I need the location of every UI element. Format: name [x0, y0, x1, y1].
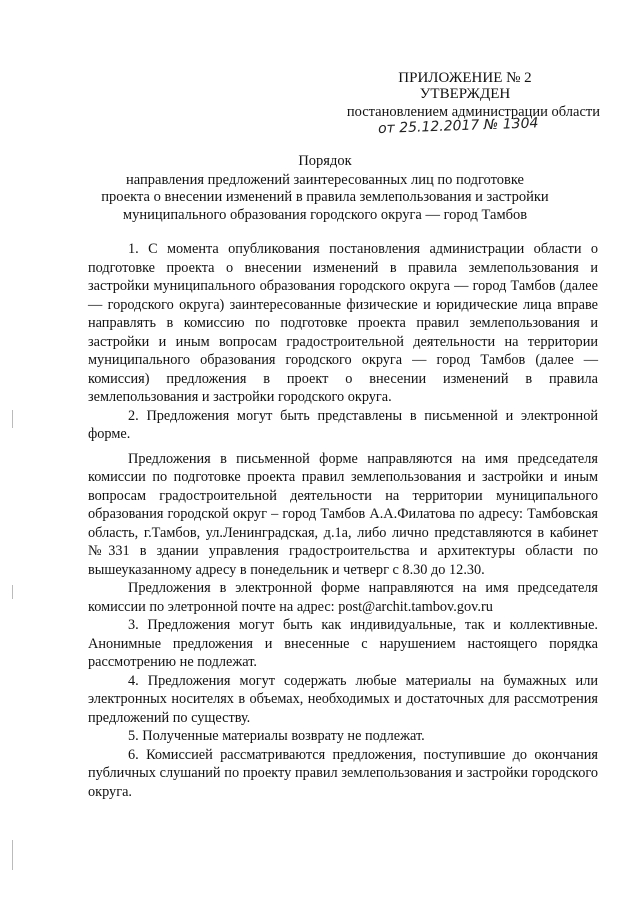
approved-label: УТВЕРЖДЕН	[419, 86, 511, 102]
document-body	[88, 240, 598, 801]
paragraph-7: 5. Полученные материалы возврату не подлежат.	[128, 728, 425, 744]
paragraph-2: 2. Предложения могут быть представлены в письменной и электронной форме.	[88, 407, 598, 442]
appendix-header	[330, 70, 600, 102]
scan-margin-mark	[12, 410, 13, 428]
title-line-1: Порядок	[298, 153, 352, 169]
paragraph-8: 6. Комиссией рассматриваются предложения, поступившие до окончания публичных слушаний по проекту правил землепользования и застройки городского округа.	[88, 746, 598, 800]
scan-margin-mark	[12, 840, 13, 870]
paragraph-4: Предложения в электронной форме направляются на имя председателя комиссии по элетронной почте на адрес: post@archit.tambov.gov.ru	[88, 580, 598, 615]
handwritten-date-number: от 25.12.2017 № 1304	[377, 115, 539, 137]
document-title	[100, 153, 550, 224]
paragraph-6: 4. Предложения могут содержать любые материалы на бумажных или электронных носителях в объемах, необходимых и достаточных для рассмотрения предложений по существу.	[88, 672, 598, 726]
appendix-number: ПРИЛОЖЕНИЕ № 2	[398, 70, 532, 86]
paragraph-1: 1. С момента опубликования постановления администрации области о подготовке проекта о внесении изменений в правила землепользования и застройки муниципального образования городского округа — город Тамбов (далее — городского округа) заинтересованные физические и юридические лица вправе направлять в комиссию по подготовке проекта правил землепользования и застройки и иным вопросам градостроительной деятельности на территории муниципального образования городского округа — город Тамбов (далее — комиссия) предложения в проект о внесении изменений в правила землепользования и застройки городского округа.	[88, 241, 598, 405]
paragraph-3: Предложения в письменной форме направляются на имя председателя комиссии по подготовке проекта правил землепользования и застройки и иным вопросам градостроительной деятельности на территории муниципального образования городской округ – город Тамбов А.А.Филатова по адресу: Тамбовская область, г.Тамбов, ул.Ленинградская, д.1а, либо лично представляются в кабинет №331 в здании управления градостроительства и архитектуры области по вышеуказанному адресу в понедельник и четверг с 8.30 до 12.30.	[88, 450, 598, 578]
approved-by-line: постановлением администрации области	[346, 104, 600, 120]
title-line-2: направления предложений заинтересованных лиц по подготовке проекта о внесении изменений в правила землепользования и застройки муниципального образования городского округа — город Тамбов	[101, 171, 549, 223]
scan-margin-mark	[12, 585, 13, 599]
paragraph-5: 3. Предложения могут быть как индивидуальные, так и коллективные. Анонимные предложения и внесенные с нарушением настоящего порядка рассмотрению не подлежат.	[88, 617, 598, 670]
